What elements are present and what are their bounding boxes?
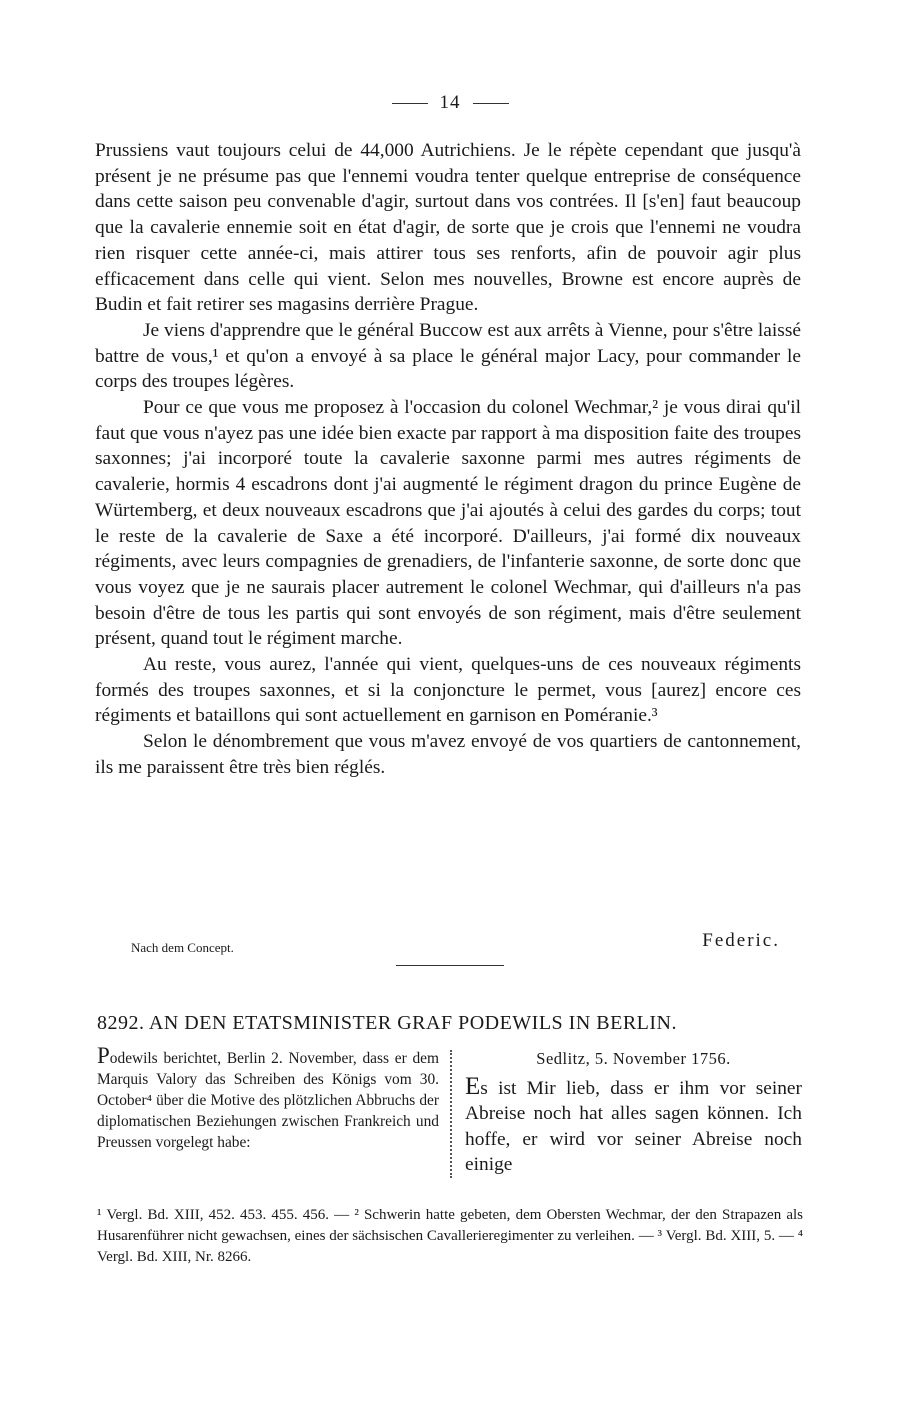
paragraph-buccow: Je viens d'apprendre que le général Buccow est aux arrêts à Vienne, pour s'être laissé battre de vous,¹ et qu'on a envoyé à sa place le général major Lacy, pour commander le corps des troupes légères. [95,319,801,393]
paragraph-wechmar: Pour ce que vous me proposez à l'occasion du colonel Wechmar,² je vous dirai qu'il faut que vous n'ayez pas une idée bien exacte par rapport à ma disposition faite des troupes saxonnes; j'ai incorporé toute la cavalerie saxonne parmi mes autres régiments de cavalerie, hormis 4 escadrons dont j'ai augmenté le régiment dragon du prince Eugène de Würtemberg, et deux nouveaux escadrons que j'ai ajoutés à celui des gardes du corps; tout le reste de la cavalerie de Saxe a été incorporé. D'ailleurs, j'ai formé dix nouveaux régiments, avec leurs compagnies de grenadiers, de l'infanterie saxonne, de sorte donc que vous voyez que je ne saurais placer autrement le colonel Wechmar, qui d'ailleurs n'a pas besoin d'être de tous les partis qui sont envoyés de son régiment, mais d'être seulement présent, quand tout le régiment marche. [95,397,801,650]
place-date: Sedlitz, 5. November 1756. [536,1049,731,1068]
letter-text-column [465,1046,802,1178]
signature: Federic. [702,930,780,951]
summary-text: odewils berichtet, Berlin 2. November, dass er dem Marquis Valory das Schreiben des Königs vom 30. October⁴ über die Motive des plötzlichen Abbruchs der diplomatischen Beziehungen zwischen Frankreich und Preussen vorgelegt habe: [97,1050,439,1151]
letter-summary [97,1045,439,1153]
header-rule-left [392,103,428,104]
signature-row [95,930,780,958]
column-separator [450,1050,452,1178]
letter-initial: E [465,1072,481,1100]
summary-initial: P [97,1043,110,1068]
paragraph-continuation: Prussiens vaut toujours celui de 44,000 Autrichiens. Je le répète cependant que jusqu'à présent je ne présume pas que l'ennemi voudra tenter quelque entreprise de conséquence dans cette saison peu convenable d'agir, surtout dans vos contrées. Il [s'en] faut beaucoup que la cavalerie ennemie soit en état d'agir, de sorte que je crois que l'ennemi ne voudra rien risquer cette année-ci, mais attirer tous ses renforts, afin de pouvoir agir plus efficacement dans celle qui vient. Selon mes nouvelles, Browne est encore auprès de Budin et fait retirer ses magasins derrière Prague. [95,140,801,316]
page-header [0,92,900,114]
letter-opening-text: s ist Mir lieb, dass er ihm vor seiner Abreise noch hat alles sagen können. Ich hoffe, er wird vor seiner Abreise noch einige [465,1077,802,1175]
section-divider [396,965,504,966]
paragraph-quarters: Selon le dénombrement que vous m'avez envoyé de vos quartiers de cantonnement, ils me paraissent être très bien réglés. [95,731,801,778]
paragraph-new-regiments: Au reste, vous aurez, l'année qui vient, quelques-uns de ces nouveaux régiments formés des troupes saxonnes, et si la conjoncture le permet, vous [aurez] encore ces régiments et bataillons qui sont actuellement en garnison en Poméranie.³ [95,654,801,727]
letter-heading: 8292. AN DEN ETATSMINISTER GRAF PODEWILS IN BERLIN. [97,1012,678,1034]
page-number: 14 [439,92,461,113]
header-rule-right [473,103,509,104]
footnotes: ¹ Vergl. Bd. XIII, 452. 453. 455. 456. — ² Schwerin hatte gebeten, dem Obersten Wechmar, der den Strapazen als Husarenführer nicht gewachsen, eines der sächsischen Cavallerieregimenter zu verleihen. — ³ Vergl. Bd. XIII, 5. — ⁴ Vergl. Bd. XIII, Nr. 8266. [97,1207,803,1265]
source-note: Nach dem Concept. [131,940,234,955]
letter-body [95,138,801,781]
letter-opening [465,1074,802,1178]
